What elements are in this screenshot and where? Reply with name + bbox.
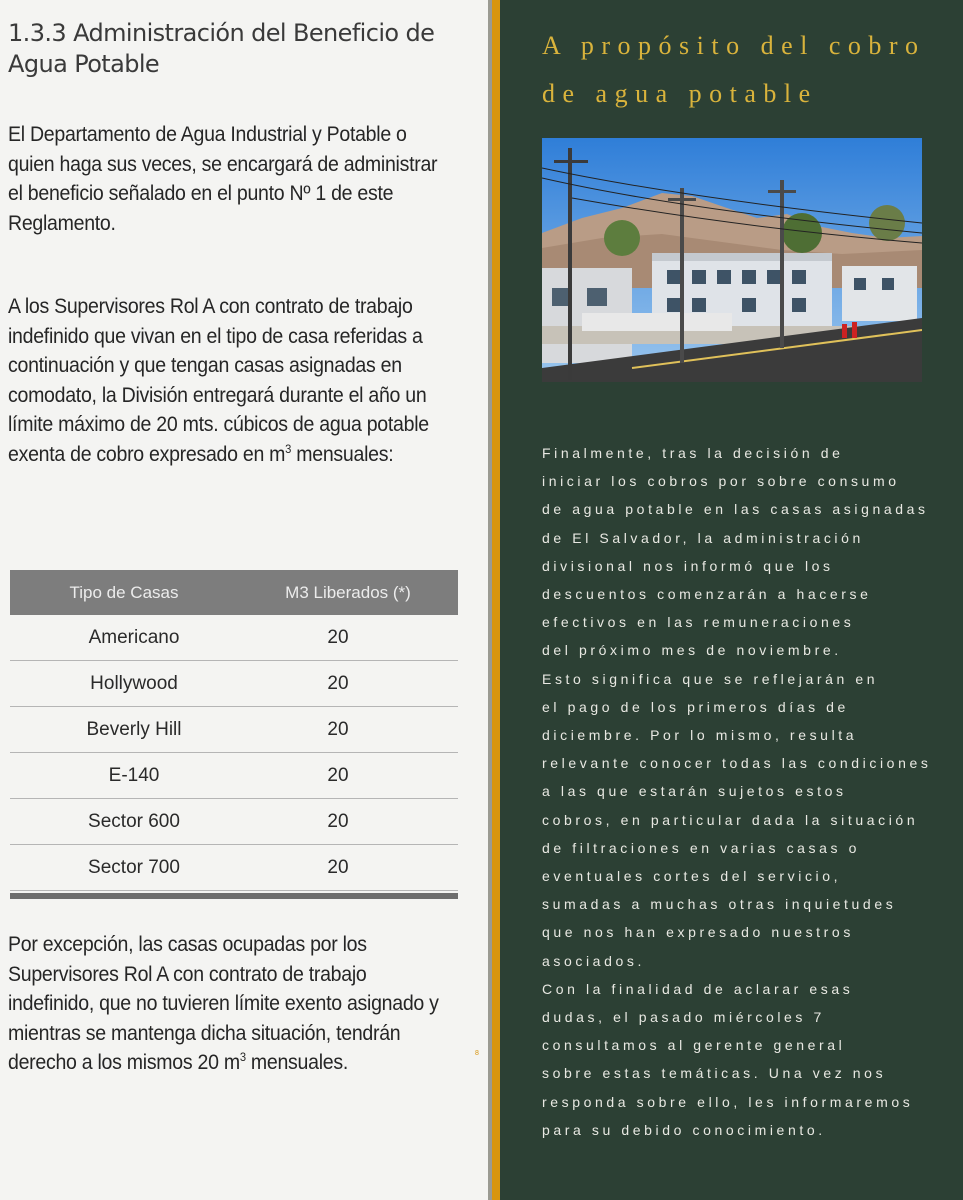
section-title: 1.3.3 Administración del Beneficio de Agua Potable xyxy=(8,19,435,78)
table-row xyxy=(10,845,458,891)
article-title: A propósito del cobro de agua potable xyxy=(542,31,926,108)
divider-gold xyxy=(492,0,500,1200)
cell-m3: 20 xyxy=(327,718,349,740)
table-row xyxy=(10,615,458,661)
table-bottom-rule xyxy=(10,893,458,899)
cell-m3: 20 xyxy=(327,626,349,648)
cell-m3: 20 xyxy=(327,672,349,694)
paragraph-exception: Por excepción, las casas ocupadas por los Supervisores Rol A con contrato de trabajo indefinido, que no tuvieren límite exento asignado y mientras se mantenga dicha situación, tendrán derecho a los mismos 20 $m^3$ mensuales. xyxy=(8,933,439,1074)
article-body: Finalmente, tras la decisión de iniciar los cobros por sobre consumo de agua potable en las casas asignadas de El Salvador, la administración divisional nos informó que los descuentos comenzarán a hacerse efectivos en las remuneraciones del próximo mes de noviembre. Esto significa que se reflejarán en el pago de los primeros días de diciembre. Por lo mismo, resulta relevante conocer todas las condiciones a las que estarán sujetos estos cobros, en particular dada la situación de filtraciones en varias casas o eventuales cortes del servicio, sumadas a muchas otras inquietudes que nos han expresado nuestros asociados. Con la finalidad de aclarar esas dudas, el pasado miércoles 7 consultamos al gerente general sobre estas temáticas. Una vez nos responda sobre ello, les informaremos para su debido conocimiento. xyxy=(542,445,932,1138)
cell-house-type: Hollywood xyxy=(90,672,178,694)
paragraph-supervisors: A los Supervisores Rol A con contrato de trabajo indefinido que vivan en el tipo de casa referidas a continuación y que tengan casas asignadas en comodato, la División entregará durante el año un límite máximo de 20 mts. cúbicos de agua potable exenta de cobro expresado en $m^3$ mensuales: xyxy=(8,295,429,466)
cell-house-type: E-140 xyxy=(108,764,160,786)
paragraph-department: El Departamento de Agua Industrial y Potable o quien haga sus veces, se encargará de administrar el beneficio señalado en el punto Nº 1 de este Reglamento. xyxy=(8,123,438,235)
cell-m3: 20 xyxy=(327,856,349,878)
cell-house-type: Americano xyxy=(88,626,180,648)
cell-house-type: Sector 700 xyxy=(88,856,180,878)
header-m3-released: M3 Liberados (*) xyxy=(285,582,411,602)
table-header xyxy=(10,570,458,615)
cell-house-type: Beverly Hill xyxy=(86,718,182,740)
street-houses-photo xyxy=(542,138,922,382)
table-row xyxy=(10,753,458,799)
cell-m3: 20 xyxy=(327,764,349,786)
header-house-type: Tipo de Casas xyxy=(69,582,179,602)
page-number: 8 xyxy=(475,1050,479,1057)
table-row xyxy=(10,707,458,753)
cell-house-type: Sector 600 xyxy=(88,810,180,832)
table-row xyxy=(10,799,458,845)
table-row xyxy=(10,661,458,707)
cell-m3: 20 xyxy=(327,810,349,832)
house-type-table xyxy=(10,570,458,899)
